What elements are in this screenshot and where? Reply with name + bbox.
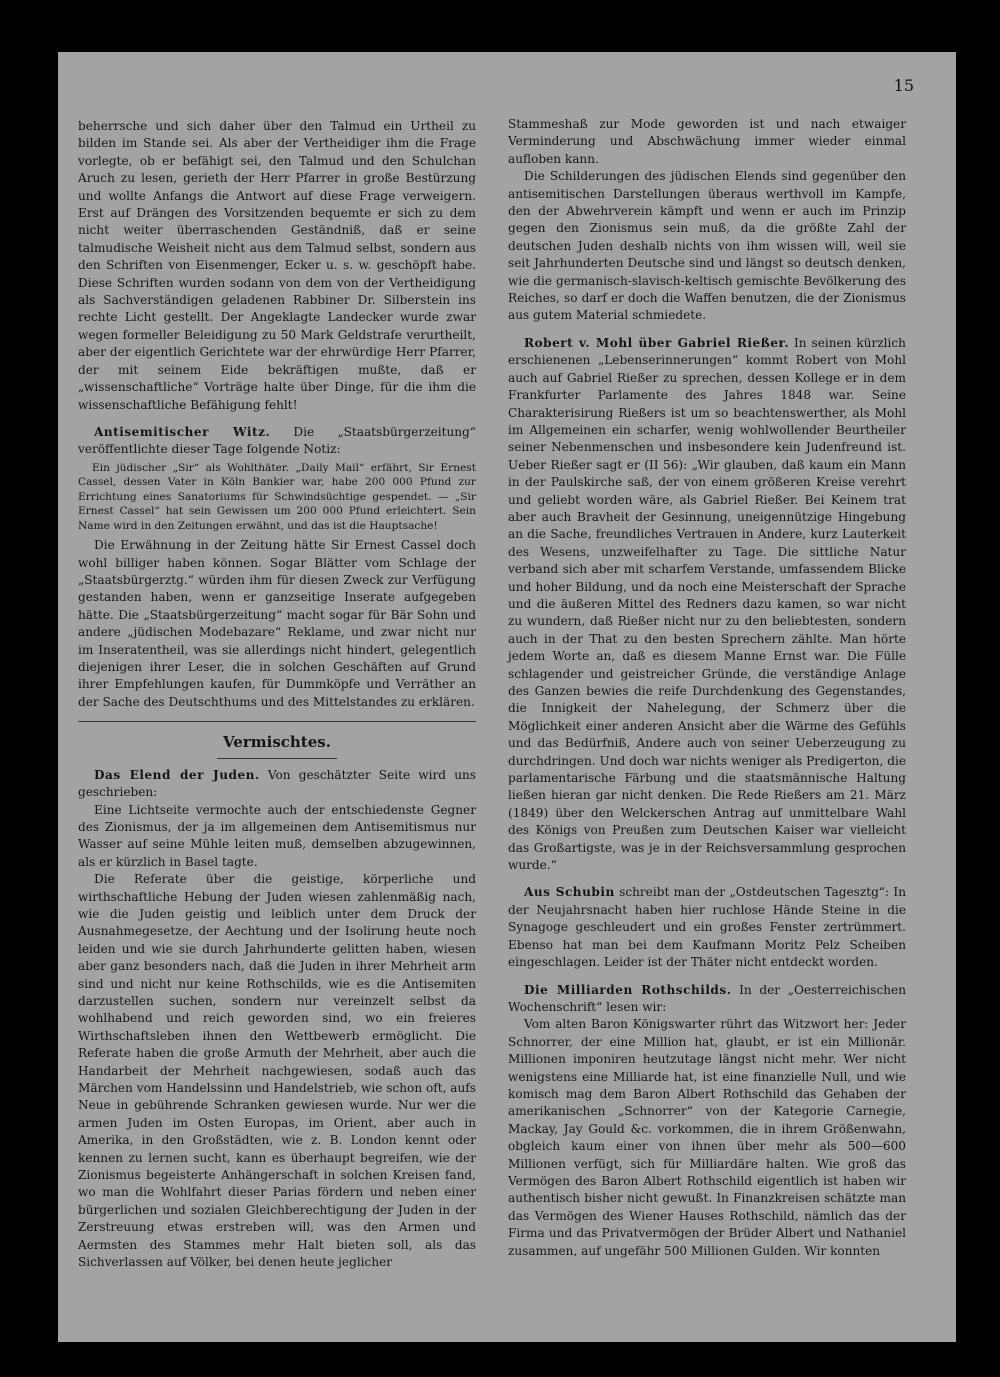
page-number: 15	[893, 76, 914, 95]
milliarden-heading: Die Milliarden Rothschilds.	[524, 982, 732, 997]
milliarden-body: Vom alten Baron Königswarter rührt das Witzwort her: Jeder Schnorrer, der eine Million hat, glaubt, er ist ein Millionär. Millionen imponiren heutzutage längst nicht mehr. Wer nicht wenigstens eine Milliarde hat, ist eine finanzielle Null, und wie komisch mag dem Baron Albert Rothschild das Gehaben der amerikanischen „Schnorrer“ von der Kategorie Carnegie, Mackay, Jay Gould &c. vorkommen, die in ihrem Größenwahn, obgleich kaum einer von ihnen über mehr als 500—600 Millionen verfügt, sich für Milliardäre halten. Wie groß das Vermögen des Baron Albert Rothschild eigentlich ist haben wir authentisch bisher nicht gewußt. In Finanzkreisen schätzte man das Vermögen des Wiener Hauses Rothschild, nämlich das der Firma und das Privatvermögen der Brüder Albert und Nathaniel zusammen, auf ungefähr 500 Millionen Gulden. Wir konnten	[508, 1017, 906, 1258]
schubin-body: schreibt man der „Ostdeutschen Tagesztg“: In der Neujahrsnacht haben hier ruchlose Hände Steine in die Synagoge geschleudert und ein großes Fenster zertrümmert. Ebenso hat man bei dem Kaufmann Moritz Pelz Scheiben eingeschlagen. Leider ist der Thäter nicht entdeckt worden.	[508, 885, 906, 970]
section-title: Vermischtes.	[223, 733, 331, 752]
milliarden-intro: In der „Oesterreichischen Wochenschrift“ lesen wir:	[508, 982, 906, 1014]
elend-heading: Das Elend der Juden.	[94, 767, 260, 782]
elend-body-2: Die Referate über die geistige, körperliche und wirthschaftliche Hebung der Juden wiesen zahlenmäßig nach, wie die Juden geistig und leiblich unter dem Druck der Ausnahmegesetze, der Aechtung und der Isolirung heute noch leiden und wie sie durch Jahrhunderte gelitten haben, wiesen aber ganz besonders nach, daß die Juden in ihrer Mehrheit arm sind und nicht nur keine Rothschilds, wie es die Antisemiten darzustellen suchen, sondern nur vereinzelt selbst da wohlhabend und reich geworden sind, wo ein freieres Wirthschaftsleben ihnen den Wettbewerb ermöglicht. Die Referate haben die große Armuth der Mehrheit, aber auch die Handarbeit der Mehrheit nachgewiesen, sodaß auch das Märchen vom Handelssinn und Handelstrieb, wie schon oft, aufs Neue in gebührende Schranken gewiesen wurde. Nur wer die armen Juden im Osten Europas, im Orient, aber auch in Amerika, in den Großstädten, wie z. B. London kennt oder kennen zu lernen sucht, kann es überhaupt begreifen, wie der Zionismus begeisterte Anhängerschaft in solchen Kreisen fand, wo man die Wohlfahrt dieser Parias fördern und neben einer bürgerlichen und sozialen Gleichberechtigung der Juden in der Zerstreuung etwas erstreben will, was den Armen und Aermsten des Stammes mehr Halt bieten soll, als das Sichverlassen auf Völker, bei denen heute jeglicher	[78, 872, 476, 1270]
mohl-paragraph	[508, 335, 906, 875]
left-column	[78, 118, 476, 1271]
article-continuation: beherrsche und sich daher über den Talmud ein Urtheil zu bilden im Stande sei. Als aber der Vertheidiger ihm die Frage vorlegte, ob er befähigt sei, den Talmud und den Schulchan Aruch zu lesen, gerieth der Herr Pfarrer in große Bestürzung und wollte Anfangs die Antwort auf diese Frage verweigern. Erst auf Drängen des Vorsitzenden bequemte er sich zu dem nicht weiter überraschenden Geständniß, daß er seine talmudische Weisheit nicht aus dem Talmud selbst, sondern aus den Schriften von Eisenmenger, Ecker u. s. w. geschöpft habe. Diese Schriften wurden sodann von dem von der Vertheidigung als Sachverständigen geladenen Rabbiner Dr. Silberstein ins rechte Licht gestellt. Der Angeklagte Landecker wurde zwar wegen formeller Beleidigung zu 50 Mark Geldstrafe verurtheilt, aber der eigentlich Gerichtete war der ehrwürdige Herr Pfarrer, der mit seinem Eide bekräftigen mußte, daß er „wissenschaftliche“ Vorträge halte über Dinge, für die ihm die wissenschaftliche Befähigung fehlt!	[78, 119, 476, 412]
witz-commentary: Die Erwähnung in der Zeitung hätte Sir Ernest Cassel doch wohl billiger haben können. Sogar Blätter vom Schlage der „Staatsbürgerztg.“ würden ihm für diesen Zweck zur Verfügung gestanden haben, wenn er ganzseitige Inserate aufgegeben hätte. Die „Staatsbürgerzeitung“ macht sogar für Bär Sohn und andere „jüdischen Modebazare“ Reklame, und zwar nicht nur im Inseratentheil, was sie allerdings nicht hindert, gelegentlich diejenigen ihrer Leser, die in solchen Geschäften auf Grund ihrer Empfehlungen kaufen, für Dummköpfe und Verräther an der Sache des Deutschthums und des Mittelstandes zu erklären.	[78, 538, 476, 709]
elend-paragraph	[78, 767, 476, 802]
elend-conclusion: Die Schilderungen des jüdischen Elends sind gegenüber den antisemitischen Darstellungen überaus werthvoll im Kampfe, den der Abwehrverein kämpft und wenn er auch im Prinzip gegen den Zionismus sein muß, da die größte Zahl der deutschen Juden deshalb nichts von ihm wissen will, weil sie seit Jahrhunderten Deutsche sind und längst so deutsch denken, wie die germanisch-slavisch-keltisch gemischte Bevölkerung des Reiches, so darf er doch die Waffen benutzen, die der Zionismus aus gutem Material schmiedete.	[508, 169, 906, 323]
elend-intro: Von geschätzter Seite wird uns geschrieben:	[78, 767, 476, 800]
witz-quote-block	[78, 461, 476, 534]
witz-heading: Antisemitischer Witz.	[94, 424, 271, 439]
schubin-paragraph	[508, 884, 906, 971]
witz-intro: Die „Staatsbürgerzeitung“ veröffentlichte dieser Tage folgende Notiz:	[78, 424, 476, 457]
milliarden-paragraph	[508, 982, 906, 1017]
mohl-heading: Robert v. Mohl über Gabriel Rießer.	[524, 335, 790, 350]
section-title-underline	[217, 758, 337, 759]
witz-quote: Ein jüdischer „Sir“ als Wohlthäter. „Daily Mail“ erfährt, Sir Ernest Cassel, dessen Vater in Köln Bankier war, habe 200 000 Pfund zur Errichtung eines Sanatoriums für Schwindsüchtige gespendet. — „Sir Ernest Cassel“ hat sein Gewissen um 200 000 Pfund erleichtert. Sein Name wird in den Zeitungen erwähnt, und das ist die Hauptsache!	[78, 461, 476, 532]
right-column	[508, 116, 906, 1260]
mohl-body: In seinen kürzlich erschienenen „Lebenserinnerungen“ kommt Robert von Mohl auch auf Gabriel Rießer zu sprechen, dessen Kollege er in dem Frankfurter Parlamente des Jahres 1848 war. Seine Charakterisirung Rießers ist um so beachtenswerther, als Mohl im Allgemeinen ein scharfer, wenig wohlwollender Beurtheiler seiner Nebenmenschen und insbesondere kein Judenfreund ist. Ueber Rießer sagt er (II 56): „Wir glauben, daß kaum ein Mann in der Paulskirche saß, der von einem größeren Kreise verehrt und geliebt worden wäre, als Gabriel Rießer. Bei Keinem trat aber auch Bravheit der Gesinnung, uneigennützige Hingebung an die Sache, freundliches Vertrauen in Andere, kurz Lauterkeit des Wesens, unzweifelhafter zu Tage. Die sittliche Natur verband sich aber mit scharfem Verstande, umfassendem Blicke und hoher Bildung, und da noch eine Meisterschaft der Sprache und die äußeren Mittel des Redners dazu kamen, so war nicht zu wundern, daß Rießer nicht nur zu den beliebtesten, sondern auch in der That zu den besten Sprechern zählte. Man hörte jedem Worte an, daß es diesem Manne Ernst war. Die Fülle schlagender und geistreicher Gründe, die verständige Anlage des Ganzen bewies die reife Durchdenkung des Gegenstandes, die Innigkeit der Nahelegung, der Schmerz über die Möglichkeit einer anderen Ansicht aber die Wärme des Gefühls und das Bedürfniß, Andere auch von seiner Ueberzeugung zu durchdringen. Und doch war nichts weniger als Predigerton, die parlamentarische Färbung und die staatsmännische Haltung ließen hieran gar nicht denken. Die Rede Rießers am 21. März (1849) über den Welckerschen Antrag auf unmittelbare Wahl des Königs von Preußen zum Deutschen Kaiser war vielleicht das Großartigste, was je in der Reichsversammlung gesprochen wurde.“	[508, 335, 906, 873]
witz-paragraph	[78, 424, 476, 459]
elend-continuation: Stammeshaß zur Mode geworden ist und nach etwaiger Verminderung und Abschwächung immer wieder einmal aufloben kann.	[508, 117, 906, 166]
newspaper-page	[58, 52, 956, 1342]
elend-body-1: Eine Lichtseite vermochte auch der entschiedenste Gegner des Zionismus, der ja im allgemeinen dem Antisemitismus nur Wasser auf seine Mühle leiten muß, demselben abzugewinnen, als er kürzlich in Basel tagte.	[78, 802, 476, 869]
schubin-heading: Aus Schubin	[524, 885, 615, 900]
section-divider	[78, 721, 476, 722]
